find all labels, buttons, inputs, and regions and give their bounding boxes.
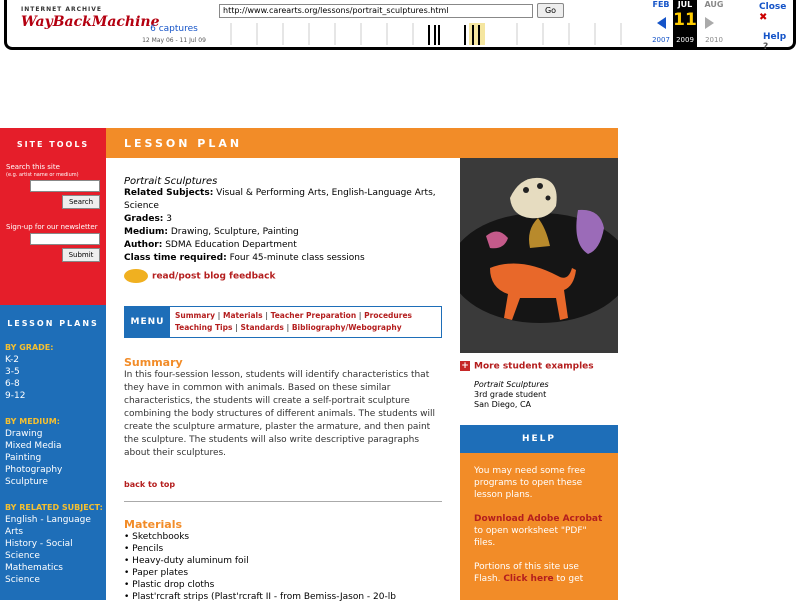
help-button[interactable] bbox=[763, 32, 793, 52]
photo-caption bbox=[474, 380, 618, 410]
submit-button[interactable]: Submit bbox=[62, 248, 100, 262]
menu-procedures-link[interactable]: Procedures bbox=[364, 311, 413, 320]
medium-label: Medium: bbox=[124, 227, 168, 237]
current-year: 2009 bbox=[676, 36, 694, 44]
medium-link[interactable]: Mixed Media bbox=[5, 441, 62, 451]
sidebar-right bbox=[460, 158, 618, 600]
prev-capture-arrow-icon[interactable] bbox=[657, 17, 666, 29]
help-label: Help bbox=[763, 32, 787, 42]
close-label: Close bbox=[759, 2, 787, 12]
subject-link[interactable]: English - Language Arts bbox=[5, 515, 91, 537]
lesson-title: Portrait Sculptures bbox=[124, 176, 218, 187]
current-month: JUL bbox=[673, 0, 697, 48]
blog-feedback-link[interactable] bbox=[124, 269, 460, 283]
prev-year-link[interactable]: 2007 bbox=[652, 36, 670, 44]
time-label: Class time required: bbox=[124, 253, 227, 263]
grade-link[interactable]: 6-8 bbox=[5, 379, 20, 389]
author-value: SDMA Education Department bbox=[165, 240, 297, 250]
capture-sparkline[interactable] bbox=[217, 23, 637, 45]
site-tools-panel bbox=[0, 128, 106, 305]
help-get-text: to get bbox=[556, 574, 584, 584]
by-grade-heading: BY GRADE: bbox=[5, 343, 54, 352]
subject-link[interactable]: Mathematics bbox=[5, 563, 63, 573]
materials-item-text: Pencils bbox=[132, 544, 164, 554]
materials-item-text: Plastic drop cloths bbox=[132, 580, 215, 590]
menu-summary-link[interactable]: Summary bbox=[175, 311, 216, 320]
author bbox=[124, 239, 460, 252]
lesson-plans-nav bbox=[0, 305, 106, 600]
click-here-link[interactable]: Click here bbox=[503, 574, 554, 584]
author-label: Author: bbox=[124, 240, 163, 250]
related-label: Related Subjects: bbox=[124, 188, 214, 198]
materials-item-text: Sketchbooks bbox=[132, 532, 190, 542]
site-tools-heading: SITE TOOLS bbox=[16, 140, 90, 149]
lesson-plan-header bbox=[106, 128, 618, 158]
grades-label: Grades: bbox=[124, 214, 164, 224]
grades-value: 3 bbox=[166, 214, 173, 224]
medium-value: Drawing, Sculpture, Painting bbox=[170, 227, 299, 237]
page-title: LESSON PLAN bbox=[124, 137, 243, 150]
help-text-2 bbox=[474, 513, 608, 549]
caption-grade: 3rd grade student bbox=[474, 389, 547, 399]
related-value: Visual & Performing Arts, English-Language Arts, Science bbox=[124, 188, 436, 211]
menu-badge: MENU bbox=[125, 307, 170, 337]
help-box bbox=[460, 425, 618, 600]
materials-item: • Heavy-duty aluminum foil bbox=[124, 556, 249, 566]
menu-links: Summary | Materials | Teacher Preparation | Procedures Teaching Tips | Standards | Bibliography/Webography bbox=[175, 311, 413, 332]
summary-heading: Summary bbox=[124, 356, 183, 369]
help-text-1: You may need some free programs to open these lesson plans. bbox=[474, 466, 586, 500]
grade-link[interactable]: 9-12 bbox=[5, 391, 26, 401]
more-examples-link[interactable] bbox=[460, 361, 618, 372]
search-input[interactable] bbox=[30, 180, 100, 192]
download-acrobat-link[interactable]: Download Adobe Acrobat bbox=[474, 514, 603, 524]
menu-materials-link[interactable]: Materials bbox=[223, 311, 263, 320]
help-text-3 bbox=[474, 561, 608, 585]
speech-bubble-icon bbox=[124, 269, 148, 283]
close-icon: ✖ bbox=[759, 12, 768, 23]
url-input[interactable]: http://www.carearts.org/lessons/portrait_sculptures.html bbox=[219, 4, 533, 18]
prev-month-link[interactable]: FEB bbox=[652, 0, 670, 9]
more-examples-label: More student examples bbox=[474, 361, 594, 372]
next-capture-arrow-icon bbox=[705, 17, 714, 29]
help-pdf-text: to open worksheet "PDF" files. bbox=[474, 526, 587, 548]
close-button[interactable] bbox=[759, 2, 793, 23]
medium-link[interactable]: Painting bbox=[5, 453, 42, 463]
newsletter-input[interactable] bbox=[30, 233, 100, 245]
menu-teacher-prep-link[interactable]: Teacher Preparation bbox=[270, 311, 357, 320]
medium-link[interactable]: Drawing bbox=[5, 429, 43, 439]
next-month: AUG bbox=[704, 0, 724, 9]
divider bbox=[124, 501, 442, 502]
grades bbox=[124, 213, 460, 226]
help-flash-text: Portions of this site use Flash. bbox=[474, 562, 579, 584]
student-sculpture-photo[interactable] bbox=[460, 158, 618, 353]
captures-link[interactable]: 6 captures bbox=[150, 24, 198, 34]
menu-teaching-tips-link[interactable]: Teaching Tips bbox=[175, 323, 233, 332]
by-subject-heading: BY RELATED SUBJECT: bbox=[5, 503, 103, 512]
newsletter-label: Sign-up for our newsletter bbox=[6, 223, 98, 231]
menu-bibliography-link[interactable]: Bibliography/Webography bbox=[291, 323, 402, 332]
capture-range: 12 May 06 - 11 Jul 09 bbox=[142, 37, 206, 44]
wayback-logo[interactable] bbox=[21, 6, 160, 40]
back-to-top-link[interactable]: back to top bbox=[124, 480, 176, 489]
class-time bbox=[124, 252, 460, 265]
materials-item-text: Heavy-duty aluminum foil bbox=[132, 556, 249, 566]
time-value: Four 45-minute class sessions bbox=[229, 253, 365, 263]
medium bbox=[124, 226, 460, 239]
menu-standards-link[interactable]: Standards bbox=[240, 323, 284, 332]
plus-icon: + bbox=[461, 361, 469, 371]
grade-link[interactable]: K-2 bbox=[5, 355, 19, 365]
go-button[interactable]: Go bbox=[537, 3, 564, 18]
wayback-logo-bottom: WayBackMachine bbox=[21, 14, 160, 30]
search-button[interactable]: Search bbox=[62, 195, 100, 209]
by-medium-heading: BY MEDIUM: bbox=[5, 417, 60, 426]
medium-link[interactable]: Photography bbox=[5, 465, 63, 475]
materials-heading: Materials bbox=[124, 518, 183, 531]
help-icon: ? bbox=[763, 42, 769, 52]
grade-link[interactable]: 3-5 bbox=[5, 367, 20, 377]
materials-item: • Plastic drop cloths bbox=[124, 580, 215, 590]
materials-item: • Sketchbooks bbox=[124, 532, 190, 542]
medium-link[interactable]: Sculpture bbox=[5, 477, 48, 487]
subject-link[interactable]: Science bbox=[5, 575, 40, 585]
materials-item: • Plast'rcraft strips (Plast'rcraft II - from Bemiss-Jason - 20-lb bbox=[124, 592, 396, 602]
current-day: 11 bbox=[673, 10, 697, 30]
blog-feedback-label: read/post blog feedback bbox=[152, 271, 276, 282]
caption-city: San Diego, CA bbox=[474, 399, 532, 409]
help-heading: HELP bbox=[460, 425, 618, 453]
main-content bbox=[106, 158, 460, 600]
materials-item-text: Paper plates bbox=[132, 568, 189, 578]
search-label: Search this site bbox=[6, 163, 60, 171]
summary-text: In this four-session lesson, students will identify characteristics that they have in common with animals. Based on these similar characteristics, the students will create a self-portrait sculpture combining the body structures of different animals. The students will create the sculpture armature, plaster the armature, and then paint the sculpture. The students will also write descriptive paragraphs about their sculptures. bbox=[124, 370, 436, 458]
materials-item: • Pencils bbox=[124, 544, 164, 554]
materials-item: • Paper plates bbox=[124, 568, 189, 578]
wayback-logo-top: INTERNET ARCHIVE bbox=[21, 6, 103, 13]
captures-info bbox=[137, 24, 211, 44]
caption-title: Portrait Sculptures bbox=[474, 379, 549, 389]
subject-link[interactable]: History - Social Science bbox=[5, 539, 73, 561]
materials-item-text: Plast'rcraft strips (Plast'rcraft II - from Bemiss-Jason - 20-lb bbox=[132, 592, 396, 602]
next-year: 2010 bbox=[705, 36, 723, 44]
lesson-plans-heading: LESSON PLANS bbox=[7, 319, 99, 328]
search-hint: (e.g. artist name or medium) bbox=[6, 172, 79, 178]
wayback-toolbar bbox=[4, 0, 796, 50]
lesson-menu bbox=[124, 306, 442, 338]
related-subjects bbox=[124, 187, 460, 213]
